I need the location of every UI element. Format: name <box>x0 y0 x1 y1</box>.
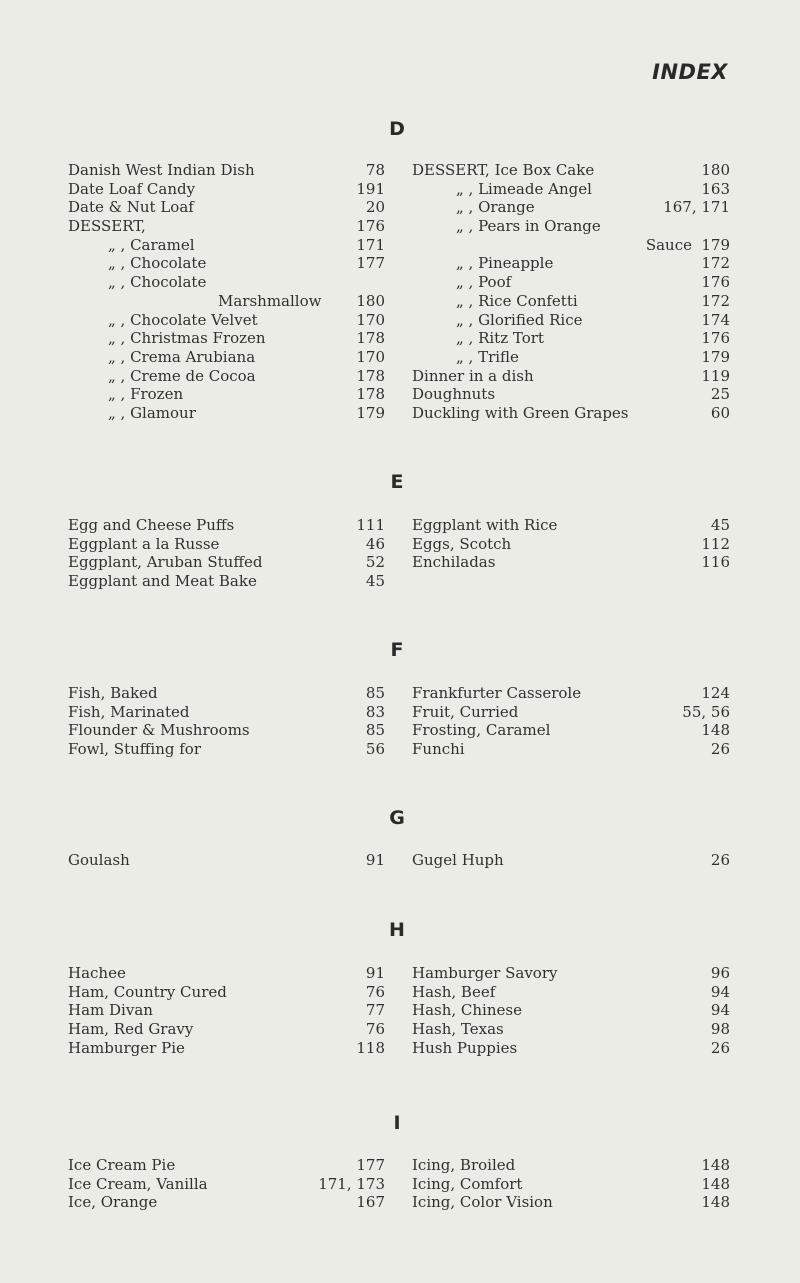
index-entry: „ , Trifle 179 <box>456 347 730 366</box>
section-h-left-column <box>68 964 385 1057</box>
section-g-right-column <box>412 851 730 870</box>
section-i-right-column <box>412 1156 730 1212</box>
index-entry: Frosting, Caramel 148 <box>412 721 730 740</box>
index-entry: Icing, Color Vision 148 <box>412 1193 730 1212</box>
index-entry: „ , Chocolate <box>108 273 207 292</box>
section-letter-h: H <box>389 919 405 941</box>
section-d-right-column <box>412 161 730 423</box>
index-entry: „ , Rice Confetti 172 <box>456 291 730 310</box>
index-entry: „ , Chocolate Velvet 170 <box>108 310 385 329</box>
index-entry: Enchiladas 116 <box>412 553 730 572</box>
index-entry: Date Loaf Candy 191 <box>68 179 385 198</box>
index-entry: „ , Frozen 178 <box>108 385 385 404</box>
index-entry: Icing, Broiled 148 <box>412 1156 730 1174</box>
index-entry: Fish, Baked 85 <box>68 684 385 702</box>
index-entry: Ice Cream Pie 177 <box>68 1156 385 1174</box>
section-f-left-column <box>68 684 385 759</box>
index-entry: Fruit, Curried 55, 56 <box>412 702 730 721</box>
index-entry: DESSERT, Ice Box Cake 180 <box>412 161 730 179</box>
index-entry: Gugel Huph 26 <box>412 851 730 869</box>
index-entry: Egg and Cheese Puffs 111 <box>68 516 385 534</box>
section-letter-i: I <box>393 1112 401 1134</box>
index-entry: „ , Pineapple 172 <box>456 254 730 273</box>
index-entry: Eggplant a la Russe 46 <box>68 534 385 553</box>
index-entry: Goulash 91 <box>68 851 385 869</box>
index-entry: Ice Cream, Vanilla 171, 173 <box>68 1174 385 1193</box>
index-entry: „ , Pears in Orange <box>456 217 601 236</box>
section-g-left-column <box>68 851 385 870</box>
index-entry: DESSERT, 176 <box>68 217 385 236</box>
section-letter-f: F <box>390 639 404 661</box>
index-entry: Hamburger Savory 96 <box>412 964 730 982</box>
index-entry: Date & Nut Loaf 20 <box>68 198 385 217</box>
index-entry: Danish West Indian Dish 78 <box>68 161 385 179</box>
index-entry: Duckling with Green Grapes 60 <box>412 403 730 422</box>
index-entry: Frankfurter Casserole 124 <box>412 684 730 702</box>
section-d-left-column <box>68 161 385 423</box>
section-e-left-column <box>68 516 385 591</box>
index-entry: Marshmallow 180 <box>218 291 385 310</box>
index-entry: Eggplant, Aruban Stuffed 52 <box>68 553 385 572</box>
index-entry: Sauce 179 <box>645 235 730 254</box>
index-entry: „ , Orange 167, 171 <box>456 198 730 217</box>
index-entry: „ , Christmas Frozen 178 <box>108 329 385 348</box>
index-entry: Doughnuts 25 <box>412 385 730 404</box>
index-entry: Fish, Marinated 83 <box>68 702 385 721</box>
index-entry: Hush Puppies 26 <box>412 1038 730 1057</box>
index-entry: Dinner in a dish 119 <box>412 366 730 385</box>
index-entry: „ , Caramel 171 <box>108 235 385 254</box>
index-entry: Hash, Texas 98 <box>412 1020 730 1039</box>
index-entry: Hash, Beef 94 <box>412 982 730 1001</box>
index-entry: Hachee 91 <box>68 964 385 982</box>
section-letter-d: D <box>389 118 405 140</box>
index-entry: Hamburger Pie 118 <box>68 1038 385 1057</box>
page-title: INDEX <box>652 60 728 84</box>
index-entry: „ , Poof 176 <box>456 273 730 292</box>
index-entry: „ , Creme de Cocoa 178 <box>108 366 385 385</box>
index-entry: Eggplant and Meat Bake 45 <box>68 572 385 591</box>
index-entry: „ , Chocolate 177 <box>108 254 385 273</box>
section-letter-e: E <box>390 471 404 493</box>
index-entry: Funchi 26 <box>412 740 730 759</box>
index-entry: Ham, Country Cured 76 <box>68 982 385 1001</box>
section-e-right-column <box>412 516 730 572</box>
index-entry: Ham, Red Gravy 76 <box>68 1020 385 1039</box>
section-h-right-column <box>412 964 730 1057</box>
section-i-left-column <box>68 1156 385 1212</box>
index-entry: „ , Crema Arubiana 170 <box>108 347 385 366</box>
index-entry: „ , Ritz Tort 176 <box>456 329 730 348</box>
index-entry: Fowl, Stuffing for 56 <box>68 740 385 759</box>
index-entry: „ , Glorified Rice 174 <box>456 310 730 329</box>
index-entry: „ , Limeade Angel 163 <box>456 179 730 198</box>
section-f-right-column <box>412 684 730 759</box>
index-entry: Eggplant with Rice 45 <box>412 516 730 534</box>
index-entry: Flounder & Mushrooms 85 <box>68 721 385 740</box>
index-entry: Eggs, Scotch 112 <box>412 534 730 553</box>
index-entry: Ice, Orange 167 <box>68 1193 385 1212</box>
section-letter-g: G <box>389 807 405 829</box>
index-entry: Hash, Chinese 94 <box>412 1001 730 1020</box>
index-entry: „ , Glamour 179 <box>108 403 385 422</box>
index-entry: Ham Divan 77 <box>68 1001 385 1020</box>
index-entry: Icing, Comfort 148 <box>412 1174 730 1193</box>
